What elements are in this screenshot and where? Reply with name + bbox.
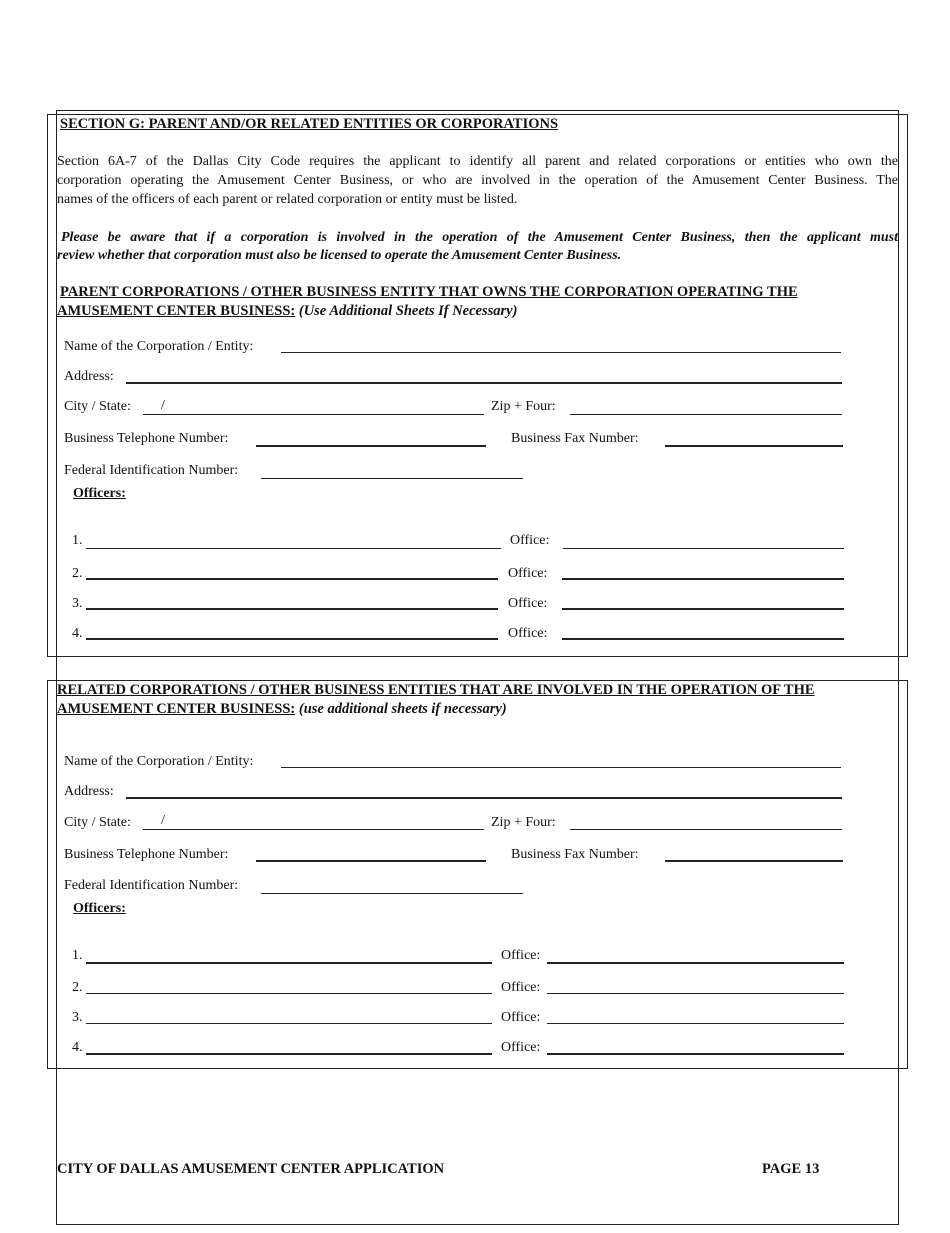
parent-fein-field[interactable] bbox=[261, 478, 523, 479]
parent-office-1-field[interactable] bbox=[563, 548, 844, 549]
related-officer-4-field[interactable] bbox=[86, 1053, 492, 1055]
intro-line-1: Section 6A-7 of the Dallas City Code requires the applicant to identify all parent and related corporations or entities who own the bbox=[57, 154, 898, 169]
parent-officer-3-num: 3. bbox=[72, 596, 83, 611]
notice-line-1: Please be aware that if a corporation is involved in the operation of the Amusement Center Business, then the applicant must bbox=[61, 230, 898, 245]
related-office-3-label: Office: bbox=[501, 1010, 541, 1025]
parent-officer-4-num: 4. bbox=[72, 626, 83, 641]
parent-heading-note: (Use Additional Sheets If Necessary) bbox=[298, 303, 518, 319]
related-heading-note: (use additional sheets if necessary) bbox=[298, 701, 507, 717]
related-officer-4-num: 4. bbox=[72, 1040, 83, 1055]
related-officer-1-field[interactable] bbox=[86, 962, 492, 964]
related-zip-field[interactable] bbox=[570, 829, 842, 830]
parent-fax-label: Business Fax Number: bbox=[511, 431, 639, 446]
related-heading-line-1: RELATED CORPORATIONS / OTHER BUSINESS ENTITIES THAT ARE INVOLVED IN THE OPERATION OF THE bbox=[57, 682, 815, 698]
intro-line-3: names of the officers of each parent or related corporation or entity must be listed. bbox=[57, 192, 518, 207]
related-office-1-label: Office: bbox=[501, 948, 541, 963]
related-officer-1-num: 1. bbox=[72, 948, 83, 963]
related-city-slash: / bbox=[161, 813, 165, 828]
related-officer-2-num: 2. bbox=[72, 980, 83, 995]
parent-heading-line-2 bbox=[57, 303, 517, 320]
parent-address-field[interactable] bbox=[126, 382, 842, 384]
related-name-label: Name of the Corporation / Entity: bbox=[64, 754, 254, 769]
related-fein-label: Federal Identification Number: bbox=[64, 878, 239, 893]
related-city-label: City / State: bbox=[64, 815, 131, 830]
parent-fax-field[interactable] bbox=[665, 445, 843, 447]
parent-city-slash: / bbox=[161, 398, 165, 413]
related-officer-3-num: 3. bbox=[72, 1010, 83, 1025]
page-number: PAGE 13 bbox=[762, 1161, 820, 1177]
related-officer-3-field[interactable] bbox=[86, 1023, 492, 1024]
related-office-4-field[interactable] bbox=[547, 1053, 844, 1055]
related-phone-field[interactable] bbox=[256, 860, 486, 862]
parent-office-4-field[interactable] bbox=[562, 638, 844, 640]
parent-phone-field[interactable] bbox=[256, 445, 486, 447]
related-phone-label: Business Telephone Number: bbox=[64, 847, 229, 862]
parent-officer-1-field[interactable] bbox=[86, 548, 501, 549]
related-office-2-field[interactable] bbox=[547, 993, 844, 994]
related-officers-label: Officers: bbox=[73, 901, 126, 916]
related-fax-label: Business Fax Number: bbox=[511, 847, 639, 862]
parent-office-2-field[interactable] bbox=[562, 578, 844, 580]
parent-heading-label: AMUSEMENT CENTER BUSINESS: bbox=[57, 303, 296, 319]
parent-address-label: Address: bbox=[64, 369, 114, 384]
parent-officer-3-field[interactable] bbox=[86, 608, 498, 610]
related-heading-label: AMUSEMENT CENTER BUSINESS: bbox=[57, 701, 296, 717]
parent-office-1-label: Office: bbox=[510, 533, 550, 548]
parent-officer-2-num: 2. bbox=[72, 566, 83, 581]
related-fein-field[interactable] bbox=[261, 893, 523, 894]
parent-office-3-field[interactable] bbox=[562, 608, 844, 610]
intro-line-2: corporation operating the Amusement Center Business, or who are involved in the operation of the Amusement Center Business. The bbox=[57, 173, 898, 188]
related-officer-2-field[interactable] bbox=[86, 993, 492, 994]
parent-name-field[interactable] bbox=[281, 352, 841, 353]
parent-name-label: Name of the Corporation / Entity: bbox=[64, 339, 254, 354]
related-address-field[interactable] bbox=[126, 797, 842, 799]
parent-office-2-label: Office: bbox=[508, 566, 548, 581]
parent-officers-label: Officers: bbox=[73, 486, 126, 501]
related-fax-field[interactable] bbox=[665, 860, 843, 862]
related-address-label: Address: bbox=[64, 784, 114, 799]
parent-officer-4-field[interactable] bbox=[86, 638, 498, 640]
related-office-3-field[interactable] bbox=[547, 1023, 844, 1024]
related-office-2-label: Office: bbox=[501, 980, 541, 995]
parent-city-state-field[interactable] bbox=[143, 414, 484, 415]
related-office-1-field[interactable] bbox=[547, 962, 844, 964]
related-name-field[interactable] bbox=[281, 767, 841, 768]
related-city-state-field[interactable] bbox=[143, 829, 484, 830]
parent-fein-label: Federal Identification Number: bbox=[64, 463, 239, 478]
related-zip-label: Zip + Four: bbox=[491, 815, 556, 830]
parent-city-label: City / State: bbox=[64, 399, 131, 414]
parent-zip-label: Zip + Four: bbox=[491, 399, 556, 414]
footer-title: CITY OF DALLAS AMUSEMENT CENTER APPLICATION bbox=[57, 1161, 445, 1177]
parent-office-3-label: Office: bbox=[508, 596, 548, 611]
parent-officer-2-field[interactable] bbox=[86, 578, 498, 580]
parent-phone-label: Business Telephone Number: bbox=[64, 431, 229, 446]
parent-heading-line-1: PARENT CORPORATIONS / OTHER BUSINESS ENTITY THAT OWNS THE CORPORATION OPERATING THE bbox=[60, 284, 798, 300]
related-section-box bbox=[47, 680, 908, 1069]
related-heading-line-2 bbox=[57, 701, 507, 718]
parent-officer-1-num: 1. bbox=[72, 533, 83, 548]
related-office-4-label: Office: bbox=[501, 1040, 541, 1055]
parent-zip-field[interactable] bbox=[570, 414, 842, 415]
notice-line-2: review whether that corporation must also be licensed to operate the Amusement Center Business. bbox=[57, 248, 622, 263]
parent-office-4-label: Office: bbox=[508, 626, 548, 641]
section-g-title: SECTION G: PARENT AND/OR RELATED ENTITIES OR CORPORATIONS bbox=[60, 116, 559, 132]
